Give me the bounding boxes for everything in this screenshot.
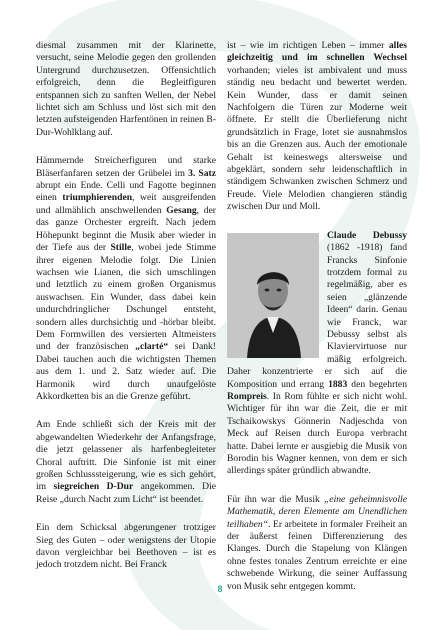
text-span: vorhanden; vieles ist ambivalent und muss ständig neu bedacht und bewertet werden. Kein Wunder, dass er damit seinen Nachfolgern die Türen zur Moderne weit öffnete. Er stellt die Überlieferung nicht grundsätzlich in Frage, lotet sie ausnahmslos bis an die Grenzen aus. Auch der emotionale Gehalt ist keineswegs altersweise und abgeklärt, sondern sehr leidenschaftlich in ständigem Schwanken zwischen Schmerz und Freude. Viele Melodien changieren ständig zwischen Dur und Moll.	[227, 64, 407, 213]
bold-term: alles gleichzeitig und im schnellen Wechsel	[227, 40, 407, 64]
paragraph-ending	[36, 419, 216, 506]
text-span: , weit ausgreifenden und allmählich anschwellenden	[36, 192, 216, 216]
text-span: diesmal zusammen mit der Klarinette, versucht, seine Melodie gegen den grollenden Untergrund durchzusetzen. Offensichtlich erfolgreich, denn die Begleitfiguren entspannen sich zu sanften Wellen, der Nebel lichtet sich am Schluss und löst sich mit den letzten aufsteigenden Harfentönen in reinen B-Dur-Wohlklang auf.	[36, 40, 216, 138]
text-span: sei Dank! Dabei tauchen auch die wichtigsten Themen aus dem 1. und 2. Satz wieder auf. Die Harmonik wird durch unaufgelöste Akkordketten bis an die Grenze geführt.	[36, 341, 216, 402]
bold-term: Gesang	[166, 204, 197, 216]
paragraph-third-movement	[36, 155, 216, 403]
paragraph-continuation	[36, 40, 216, 139]
debussy-portrait-photo	[227, 233, 319, 358]
text-span: ist – wie im richtigen Leben – immer	[227, 40, 389, 51]
text-span: , der das ganze Orchester ergreift. Nach jedem Höhepunkt beginnt die Musik aber wieder in der Tiefe aus der	[36, 204, 216, 254]
bold-term: 1883	[328, 378, 348, 390]
text-span: den begehrten	[347, 378, 407, 390]
right-column	[227, 40, 407, 609]
text-span: Hämmernde Streicherfiguren und starke Bläserfanfaren setzen der Grübelei im	[36, 155, 216, 179]
paragraph-fate	[36, 522, 216, 572]
text-span: angekommen. Die Reise „durch Nacht zum Licht“ ist beendet.	[36, 481, 216, 505]
paragraph-music-philosophy	[227, 494, 407, 593]
text-span: (1862 -1918) fand Francks Sinfonie trotzdem formal zu regelmäßig, aber es seien „glänzende Ideen“ darin. Genau wie Franck, war Debussy selbst als Klaviervirtuose nur mäßig erfolgreich. Daher konzentrierte er sich auf die Komposition und errang	[227, 242, 407, 390]
text-span: Ein dem Schicksal abgerungener trotziger Sieg des Guten – oder wenigstens der Utopie davon vergleichbar bei Beethoven – ist es jedoch trotzdem nicht. Bei Franck	[36, 522, 216, 571]
text-span: abrupt ein Ende. Celli und Fagotte beginnen einen	[36, 180, 216, 204]
portrait-image	[227, 233, 319, 358]
text-span: . In Rom fühlte er sich nicht wohl. Wichtiger für ihn war die Zeit, die er mit Tschaikowskys Gönnerin Nadjeschda von Meck auf Reisen durch Europa verbracht hatte. Dabei lernte er ausgiebig die Musik von Borodin bis Wagner kennen, von dem er sich allerdings später gründlich abwandte.	[227, 390, 407, 477]
text-span: Für ihn war die Musik	[227, 493, 324, 505]
paragraph-ambivalence	[227, 40, 407, 214]
text-span: , wobei jede Stimme ihrer eigenen Melodie folgt. Die Linien wachsen wie Lianen, die sich umschlingen und letztlich zu einem großen Organismus auswachsen. Ein Wunder, dass dabei kein undurchdringlicher Dschungel entsteht, sondern alles durchsichtig und -hörbar bleibt. Dem Formwillen des versierten Altmeisters und der französischen	[36, 242, 216, 353]
text-span: Am Ende schließt sich der Kreis mit der abgewandelten Wiederkehr der Anfangsfrage, die jetzt gelassener als harfenbegleiteter Choral auftritt. Die Sinfonie ist mit einer großen Schlusssteigerung, wie es sich gehört, im	[36, 419, 216, 493]
page-number: 8	[217, 584, 223, 594]
paragraph-debussy	[227, 230, 407, 478]
bold-term: triumphierenden	[62, 192, 133, 204]
left-column	[36, 40, 216, 588]
bold-term: Stille	[110, 242, 132, 254]
bold-term: siegreichen D-Dur	[53, 481, 134, 493]
italic-quote: „eine geheimnisvolle Mathematik, deren Elemente am Unendlichen teilhaben“	[227, 493, 407, 530]
text-span: . Er arbeitete in formaler Freiheit an der äußerst feinen Differenzierung des Klanges. Durch die Stapelung von Klängen ohne festes tonales Zentrum erreichte er eine schwebende Wirkung, die seiner Auffassung von Musik sehr entgegen kommt.	[227, 518, 407, 592]
bold-term: Rompreis	[227, 390, 267, 402]
bold-term: 3. Satz	[188, 167, 216, 179]
bold-term: „clarté“	[135, 341, 169, 353]
bold-term: Claude Debussy	[327, 229, 407, 241]
